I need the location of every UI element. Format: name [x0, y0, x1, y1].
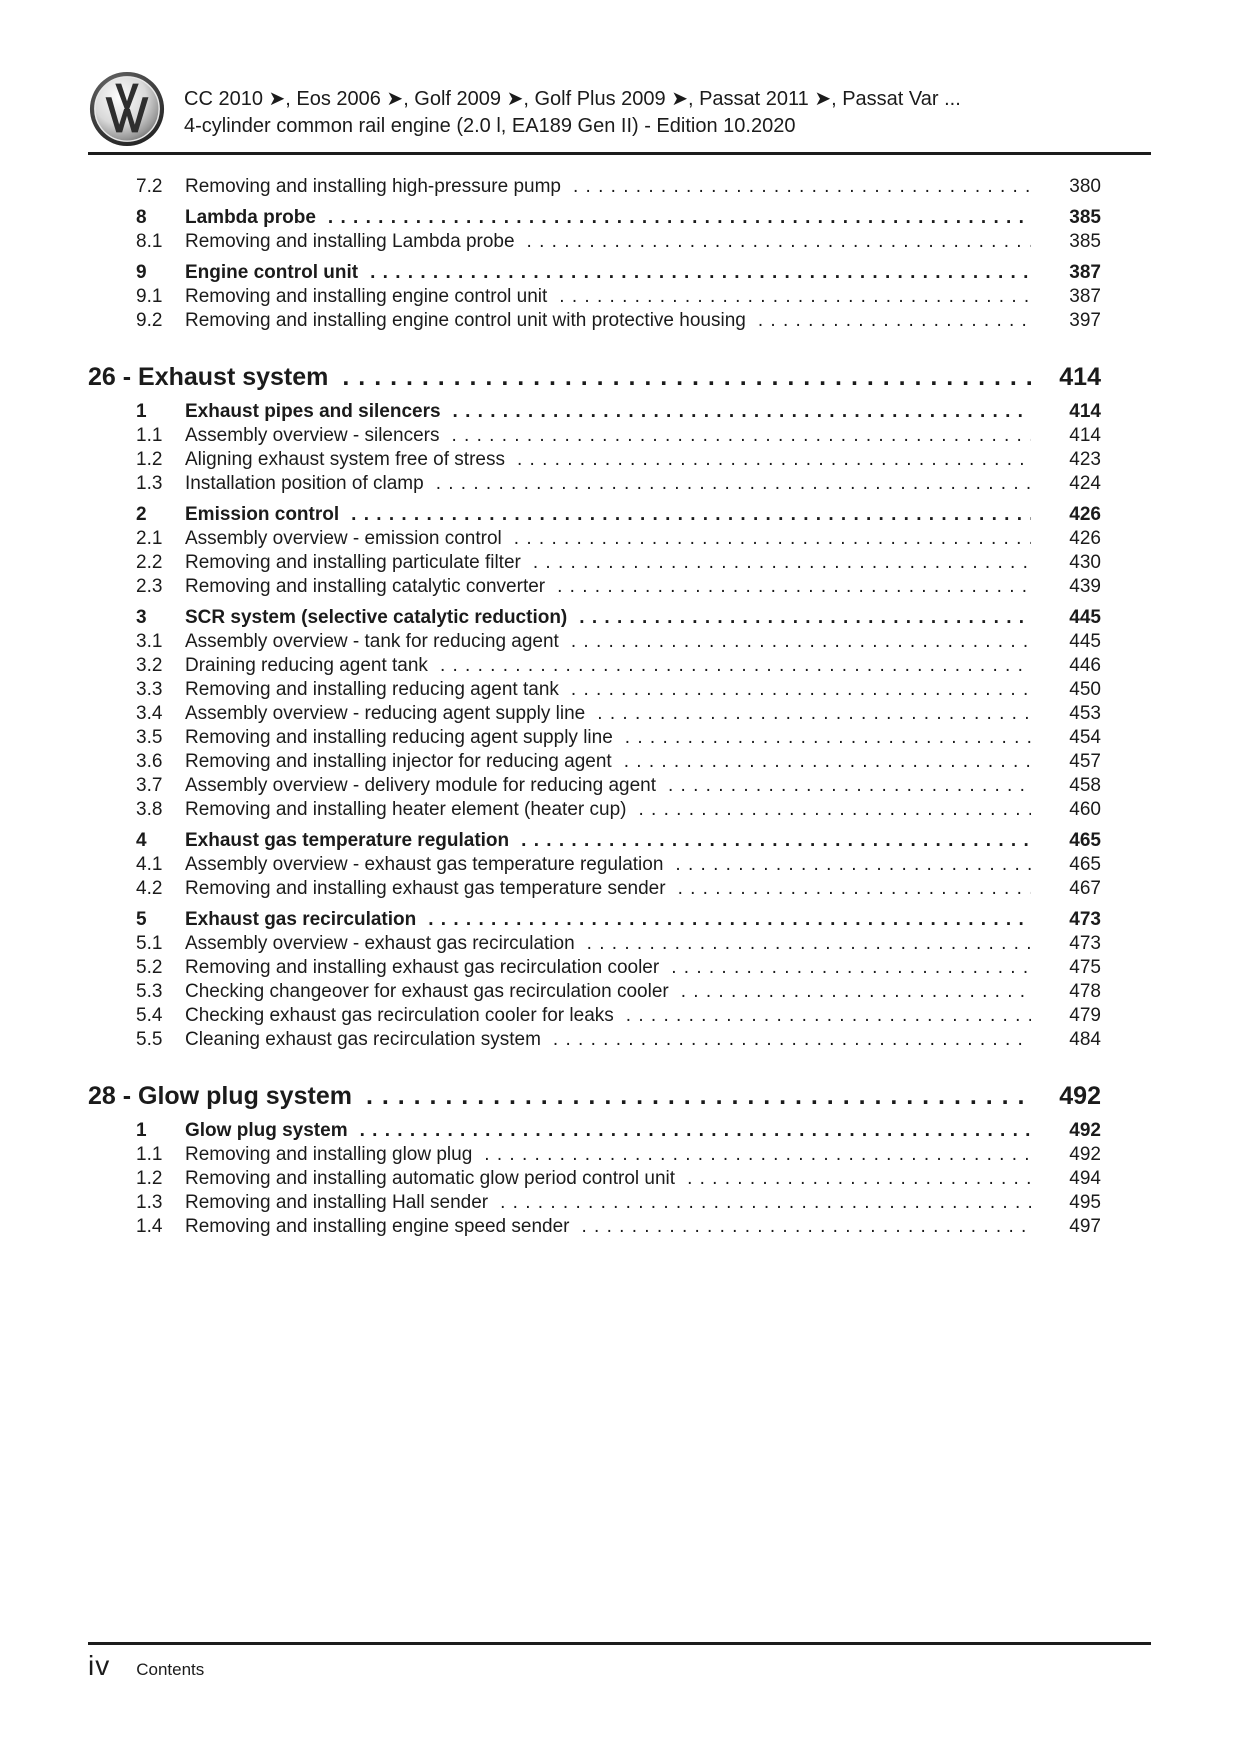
dot-leader — [351, 503, 1031, 527]
entry-page-number: 460 — [1069, 799, 1101, 820]
toc-entry — [88, 1191, 1151, 1215]
entry-number: 1 — [136, 1120, 147, 1141]
toc-entry — [88, 400, 1151, 424]
toc-group — [88, 363, 1151, 1052]
entry-title: Removing and installing injector for reducing agent — [185, 751, 612, 772]
dot-leader — [360, 1119, 1031, 1143]
entry-page-number: 446 — [1069, 655, 1101, 676]
dot-leader — [579, 606, 1031, 630]
toc-entry — [88, 261, 1151, 285]
entry-title: Assembly overview - exhaust gas temperature regulation — [185, 854, 664, 875]
entry-page-number: 397 — [1069, 310, 1101, 331]
entry-page-number: 414 — [1069, 401, 1101, 422]
entry-title: Assembly overview - tank for reducing agent — [185, 631, 559, 652]
entry-title: Installation position of clamp — [185, 473, 424, 494]
entry-page-number: 387 — [1069, 262, 1101, 283]
dot-leader — [436, 472, 1031, 496]
entry-number: 3.1 — [136, 631, 163, 652]
dot-leader — [573, 175, 1031, 199]
dot-leader — [328, 206, 1031, 230]
entry-title: Checking changeover for exhaust gas recirculation cooler — [185, 981, 669, 1002]
dot-leader — [668, 774, 1031, 798]
toc-entry — [88, 606, 1151, 630]
entry-number: 2 — [136, 504, 147, 525]
dot-leader — [581, 1215, 1031, 1239]
dot-leader — [571, 630, 1031, 654]
toc-entry — [88, 503, 1151, 527]
entry-number: 3 — [136, 607, 147, 628]
toc-entry — [88, 630, 1151, 654]
entry-number: 3.8 — [136, 799, 163, 820]
entry-page-number: 445 — [1069, 631, 1101, 652]
chapter-page-number: 492 — [1059, 1082, 1101, 1110]
dot-leader — [342, 363, 1031, 391]
toc-entry — [88, 1004, 1151, 1028]
header-text — [184, 70, 961, 140]
toc-entry — [88, 206, 1151, 230]
toc-entry — [88, 774, 1151, 798]
entry-title: Assembly overview - reducing agent supply line — [185, 703, 586, 724]
toc-entry — [88, 932, 1151, 956]
entry-page-number: 414 — [1069, 425, 1101, 446]
toc-entry — [88, 424, 1151, 448]
toc-entry — [88, 956, 1151, 980]
page-header — [0, 0, 1240, 148]
entry-number: 3.3 — [136, 679, 163, 700]
dot-leader — [675, 853, 1031, 877]
chapter-page-number: 414 — [1059, 363, 1101, 391]
entry-title: Aligning exhaust system free of stress — [185, 449, 505, 470]
entry-page-number: 385 — [1069, 231, 1101, 252]
entry-page-number: 387 — [1069, 286, 1101, 307]
entry-page-number: 479 — [1069, 1005, 1101, 1026]
entry-title: Removing and installing Hall sender — [185, 1192, 489, 1213]
toc-entry — [88, 230, 1151, 254]
entry-title: Removing and installing Lambda probe — [185, 231, 515, 252]
entry-title: Exhaust gas temperature regulation — [185, 830, 510, 851]
dot-leader — [428, 908, 1031, 932]
entry-number: 2.2 — [136, 552, 163, 573]
entry-title: Draining reducing agent tank — [185, 655, 428, 676]
entry-number: 3.7 — [136, 775, 163, 796]
entry-page-number: 465 — [1069, 830, 1101, 851]
dot-leader — [758, 309, 1031, 333]
toc-entry — [88, 527, 1151, 551]
dot-leader — [453, 400, 1031, 424]
entry-number: 1.2 — [136, 449, 163, 470]
toc-entry — [88, 750, 1151, 774]
dot-leader — [571, 678, 1031, 702]
entry-title: Checking exhaust gas recirculation cooler for leaks — [185, 1005, 614, 1026]
entry-title: Glow plug system — [185, 1120, 348, 1141]
chapter-title: 28 - Glow plug system — [88, 1082, 352, 1110]
toc-entry — [88, 908, 1151, 932]
entry-page-number: 426 — [1069, 528, 1101, 549]
entry-page-number: 475 — [1069, 957, 1101, 978]
entry-number: 1.1 — [136, 425, 163, 446]
dot-leader — [500, 1191, 1031, 1215]
toc-entry — [88, 1167, 1151, 1191]
entry-page-number: 430 — [1069, 552, 1101, 573]
dot-leader — [678, 877, 1031, 901]
dot-leader — [366, 1082, 1031, 1110]
entry-page-number: 453 — [1069, 703, 1101, 724]
dot-leader — [638, 798, 1031, 822]
toc-entry — [88, 1119, 1151, 1143]
dot-leader — [626, 1004, 1031, 1028]
dot-leader — [671, 956, 1031, 980]
dot-leader — [451, 424, 1031, 448]
entry-page-number: 492 — [1069, 1144, 1101, 1165]
toc-entry — [88, 877, 1151, 901]
dot-leader — [370, 261, 1031, 285]
table-of-contents — [0, 155, 1240, 1239]
dot-leader — [553, 1028, 1031, 1052]
dot-leader — [484, 1143, 1031, 1167]
entry-page-number: 385 — [1069, 207, 1101, 228]
entry-number: 1.4 — [136, 1216, 163, 1237]
toc-entry — [88, 853, 1151, 877]
dot-leader — [681, 980, 1031, 1004]
chapter-title: 26 - Exhaust system — [88, 363, 329, 391]
entry-page-number: 450 — [1069, 679, 1101, 700]
entry-title: Exhaust pipes and silencers — [185, 401, 441, 422]
entry-number: 4.2 — [136, 878, 163, 899]
toc-chapter-heading — [88, 1082, 1151, 1110]
toc-entry — [88, 551, 1151, 575]
entry-page-number: 473 — [1069, 933, 1101, 954]
toc-entry — [88, 678, 1151, 702]
entry-title: Cleaning exhaust gas recirculation system — [185, 1029, 541, 1050]
toc-entry — [88, 1215, 1151, 1239]
entry-title: Removing and installing glow plug — [185, 1144, 473, 1165]
entry-number: 1.2 — [136, 1168, 163, 1189]
entry-title: Exhaust gas recirculation — [185, 909, 417, 930]
toc-entry — [88, 309, 1151, 333]
dot-leader — [587, 932, 1031, 956]
toc-entry — [88, 575, 1151, 599]
entry-title: Removing and installing exhaust gas temperature sender — [185, 878, 666, 899]
entry-title: Removing and installing particulate filter — [185, 552, 521, 573]
entry-title: Removing and installing engine control unit — [185, 286, 548, 307]
entry-title: Removing and installing engine control unit with protective housing — [185, 310, 746, 331]
entry-number: 3.2 — [136, 655, 163, 676]
entry-number: 9 — [136, 262, 147, 283]
vw-logo-icon — [88, 70, 166, 148]
toc-entry — [88, 285, 1151, 309]
entry-title: Removing and installing reducing agent supply line — [185, 727, 613, 748]
entry-number: 2.1 — [136, 528, 163, 549]
entry-number: 7.2 — [136, 176, 163, 197]
entry-page-number: 494 — [1069, 1168, 1101, 1189]
entry-number: 5.2 — [136, 957, 163, 978]
dot-leader — [559, 285, 1031, 309]
entry-page-number: 457 — [1069, 751, 1101, 772]
entry-number: 9.1 — [136, 286, 163, 307]
entry-title: SCR system (selective catalytic reduction) — [185, 607, 568, 628]
header-model-line: CC 2010 ➤, Eos 2006 ➤, Golf 2009 ➤, Golf Plus 2009 ➤, Passat 2011 ➤, Passat Var ... — [184, 88, 961, 110]
entry-page-number: 495 — [1069, 1192, 1101, 1213]
entry-number: 1.3 — [136, 1192, 163, 1213]
toc-entry — [88, 472, 1151, 496]
entry-number: 1.3 — [136, 473, 163, 494]
entry-title: Assembly overview - emission control — [185, 528, 502, 549]
toc-chapter-heading — [88, 363, 1151, 391]
toc-entry — [88, 1028, 1151, 1052]
entry-number: 4.1 — [136, 854, 163, 875]
entry-title: Removing and installing reducing agent tank — [185, 679, 559, 700]
toc-entry — [88, 175, 1151, 199]
entry-number: 3.5 — [136, 727, 163, 748]
entry-page-number: 484 — [1069, 1029, 1101, 1050]
toc-entry — [88, 726, 1151, 750]
footer-section-label: Contents — [136, 1660, 205, 1679]
entry-page-number: 478 — [1069, 981, 1101, 1002]
footer-page-number: iv — [88, 1650, 111, 1681]
dot-leader — [521, 829, 1031, 853]
entry-number: 3.4 — [136, 703, 163, 724]
entry-number: 9.2 — [136, 310, 163, 331]
entry-number: 5 — [136, 909, 147, 930]
entry-number: 8.1 — [136, 231, 163, 252]
toc-entry — [88, 980, 1151, 1004]
dot-leader — [517, 448, 1031, 472]
dot-leader — [597, 702, 1031, 726]
entry-title: Removing and installing exhaust gas recirculation cooler — [185, 957, 660, 978]
dot-leader — [625, 726, 1031, 750]
entry-number: 5.1 — [136, 933, 163, 954]
entry-number: 1 — [136, 401, 147, 422]
entry-title: Lambda probe — [185, 207, 316, 228]
entry-title: Removing and installing automatic glow period control unit — [185, 1168, 676, 1189]
toc-entry — [88, 448, 1151, 472]
entry-page-number: 492 — [1069, 1120, 1101, 1141]
toc-group — [88, 1082, 1151, 1239]
entry-page-number: 426 — [1069, 504, 1101, 525]
entry-page-number: 445 — [1069, 607, 1101, 628]
entry-page-number: 439 — [1069, 576, 1101, 597]
entry-title: Assembly overview - silencers — [185, 425, 440, 446]
entry-number: 5.4 — [136, 1005, 163, 1026]
entry-title: Removing and installing high-pressure pump — [185, 176, 561, 197]
toc-entry — [88, 798, 1151, 822]
entry-page-number: 497 — [1069, 1216, 1101, 1237]
dot-leader — [687, 1167, 1031, 1191]
entry-number: 4 — [136, 830, 147, 851]
dot-leader — [533, 551, 1031, 575]
entry-title: Emission control — [185, 504, 340, 525]
entry-page-number: 465 — [1069, 854, 1101, 875]
entry-title: Removing and installing catalytic converter — [185, 576, 546, 597]
entry-title: Removing and installing heater element (heater cup) — [185, 799, 627, 820]
entry-page-number: 467 — [1069, 878, 1101, 899]
entry-number: 3.6 — [136, 751, 163, 772]
toc-entry — [88, 654, 1151, 678]
entry-page-number: 424 — [1069, 473, 1101, 494]
dot-leader — [440, 654, 1031, 678]
entry-page-number: 454 — [1069, 727, 1101, 748]
entry-title: Engine control unit — [185, 262, 359, 283]
toc-entry — [88, 1143, 1151, 1167]
dot-leader — [557, 575, 1031, 599]
entry-title: Assembly overview - exhaust gas recirculation — [185, 933, 575, 954]
entry-number: 5.3 — [136, 981, 163, 1002]
dot-leader — [624, 750, 1031, 774]
entry-number: 5.5 — [136, 1029, 163, 1050]
entry-page-number: 458 — [1069, 775, 1101, 796]
header-edition-line: 4-cylinder common rail engine (2.0 l, EA189 Gen II) - Edition 10.2020 — [184, 115, 796, 137]
entry-page-number: 380 — [1069, 176, 1101, 197]
entry-number: 2.3 — [136, 576, 163, 597]
toc-group — [88, 175, 1151, 333]
entry-page-number: 473 — [1069, 909, 1101, 930]
dot-leader — [514, 527, 1031, 551]
entry-title: Assembly overview - delivery module for reducing agent — [185, 775, 656, 796]
toc-entry — [88, 702, 1151, 726]
entry-page-number: 423 — [1069, 449, 1101, 470]
page-footer — [88, 1642, 1151, 1682]
dot-leader — [527, 230, 1031, 254]
entry-number: 1.1 — [136, 1144, 163, 1165]
entry-title: Removing and installing engine speed sender — [185, 1216, 570, 1237]
entry-number: 8 — [136, 207, 147, 228]
toc-entry — [88, 829, 1151, 853]
